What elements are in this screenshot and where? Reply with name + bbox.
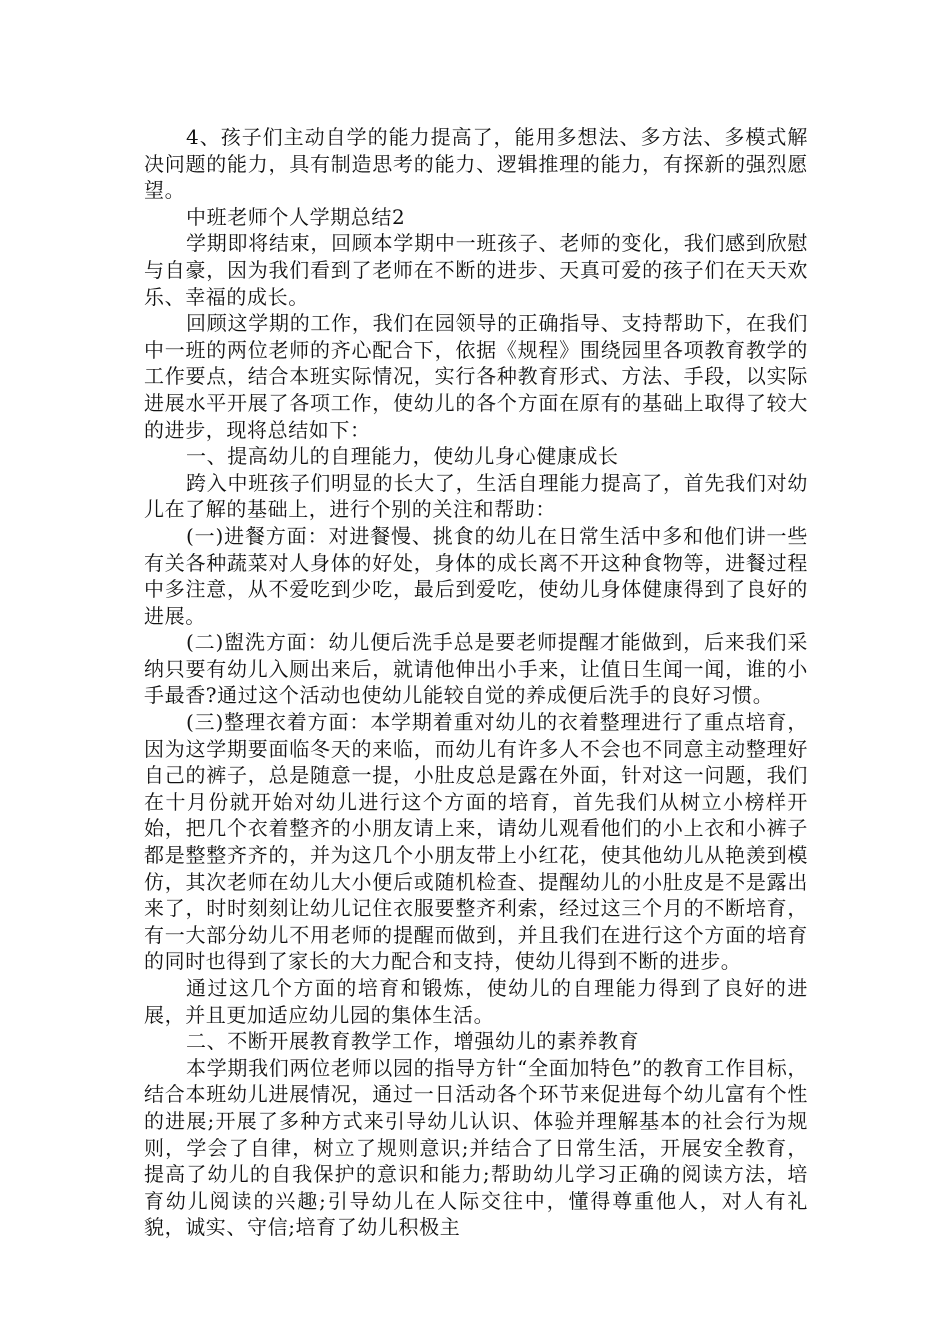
- paragraph-review: 回顾这学期的工作，我们在园领导的正确指导、支持帮助下，在我们中一班的两位老师的齐心配合下，依据《规程》围绕园里各项教育教学的工作要点，结合本班实际情况，实行各种教育形式、方法、手段，以实际进展水平开展了各项工作，使幼儿的各个方面在原有的基础上取得了较大的进步，现将总结如下：: [144, 311, 808, 442]
- section-title-summary-2: 中班老师个人学期总结2: [186, 204, 406, 229]
- paragraph-washing: (二)盥洗方面：幼儿便后洗手总是要老师提醒才能做到，后来我们采纳只要有幼儿入厕出来后，就请他伸出小手来，让值日生闻一闻，谁的小手最香?通过这个活动也使幼儿能较自觉的养成便后洗手的良好习惯。: [144, 630, 808, 708]
- document-body: [144, 124, 808, 1241]
- paragraph-intro: 学期即将结束，回顾本学期中一班孩子、老师的变化，我们感到欣慰与自豪，因为我们看到了老师在不断的进步、天真可爱的孩子们在天天欢乐、幸福的成长。: [144, 231, 808, 309]
- paragraph-self-care-intro: 跨入中班孩子们明显的长大了，生活自理能力提高了，首先我们对幼儿在了解的基础上，进行个别的关注和帮助：: [144, 470, 808, 522]
- paragraph-self-care-result: 通过这几个方面的培育和锻炼，使幼儿的自理能力得到了良好的进展，并且更加适应幼儿园的集体生活。: [144, 976, 808, 1027]
- paragraph-education: 本学期我们两位老师以园的指导方针“全面加特色”的教育工作目标，结合本班幼儿进展情况，通过一日活动各个环节来促进每个幼儿富有个性的进展;开展了多种方式来引导幼儿认识、体验并理解基本的社会行为规则，学会了自律，树立了规则意识;并结合了日常生活，开展安全教育，提高了幼儿的自我保护的意识和能力;帮助幼儿学习正确的阅读方法，培育幼儿阅读的兴趣;引导幼儿在人际交往中，懂得尊重他人，对人有礼貌，诚实、守信;培育了幼儿积极主: [144, 1055, 808, 1240]
- paragraph-clothing: (三)整理衣着方面：本学期着重对幼儿的衣着整理进行了重点培育，因为这学期要面临冬天的来临，而幼儿有许多人不会也不同意主动整理好自己的裤子，总是随意一提，小肚皮总是露在外面，针对这一问题，我们在十月份就开始对幼儿进行这个方面的培育，首先我们从树立小榜样开始，把几个衣着整齐的小朋友请上来，请幼儿观看他们的小上衣和小裤子都是整整齐齐的，并为这几个小朋友带上小红花，使其他幼儿从艳羡到模仿，其次老师在幼儿大小便后或随机检查、提醒幼儿的小肚皮是不是露出来了，时时刻刻让幼儿记住衣服要整齐利索，经过这三个月的不断培育，有一大部分幼儿不用老师的提醒而做到，并且我们在进行这个方面的培育的同时也得到了家长的大力配合和支持，使幼儿得到不断的进步。: [144, 710, 808, 974]
- paragraph-ability: 4、孩子们主动自学的能力提高了，能用多想法、多方法、多模式解决问题的能力，具有制造思考的能力、逻辑推理的能力，有探新的强烈愿望。: [144, 125, 808, 203]
- heading-education: 二、不断开展教育教学工作，增强幼儿的素养教育: [186, 1029, 640, 1054]
- heading-self-care: 一、提高幼儿的自理能力，使幼儿身心健康成长: [186, 444, 619, 469]
- paragraph-eating: (一)进餐方面：对进餐慢、挑食的幼儿在日常生活中多和他们讲一些有关各种蔬菜对人身体的好处，身体的成长离不开这种食物等，进餐过程中多注意，从不爱吃到少吃，最后到爱吃，使幼儿身体健康得到了良好的进展。: [144, 523, 808, 628]
